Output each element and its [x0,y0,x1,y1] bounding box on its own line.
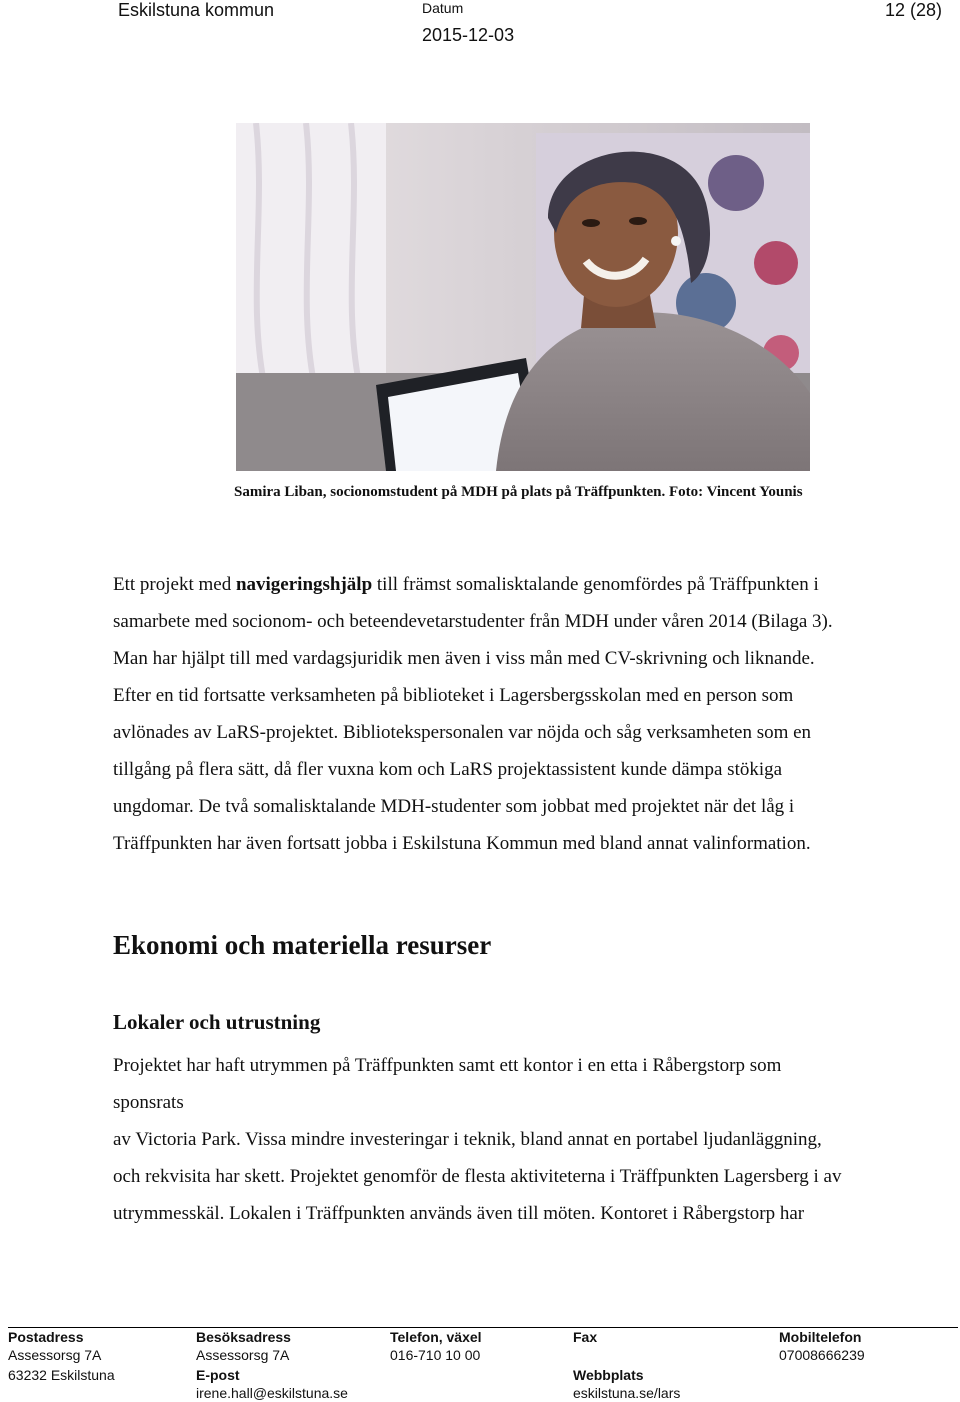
paragraph-line: Träffpunkten har även fortsatt jobba i Eskilstuna Kommun med bland annat valinformation. [113,833,811,854]
footer-phone [390,1328,482,1364]
footer-label: Mobiltelefon [779,1329,862,1345]
subsection-heading: Lokaler och utrustning [113,1010,321,1034]
paragraph-line: tillgång på flera sätt, då fler vuxna kom och LaRS projektassistent kunde dämpa stökiga [113,759,783,780]
footer-label: E-post [196,1367,240,1383]
page-number: 12 (28) [884,0,942,20]
footer-label: Fax [573,1329,598,1345]
footer-postal-address [8,1328,115,1384]
footer-email[interactable]: irene.hall@eskilstuna.se [196,1385,348,1401]
paragraph-line: utrymmesskäl. Lokalen i Träffpunkten används även till möten. Kontoret i Råbergstorp har [113,1203,805,1224]
paragraph-line: samarbete med socionom- och beteendevetarstudenter från MDH under våren 2014 (Bilaga 3). [113,611,833,632]
organization-name: Eskilstuna kommun [118,0,275,20]
paragraph-line: Projektet har haft utrymmen på Träffpunkten samt ett kontor i en etta i Råbergstorp som [113,1055,782,1076]
footer-label: Webbplats [573,1367,644,1383]
emphasis-text: navigeringshjälp [235,574,373,595]
paragraph-line [113,566,953,603]
footer-value: Assessorsg 7A [8,1347,102,1363]
document-date: 2015-12-03 [422,25,515,45]
footer-website[interactable]: eskilstuna.se/lars [573,1385,681,1401]
footer-mobile [779,1328,865,1364]
paragraph-line: ungdomar. De två somalisktalande MDH-studenter som jobbat med projektet när det låg i [113,796,795,817]
paragraph-line: avlönades av LaRS-projektet. Bibliotekspersonalen var nöjda och såg verksamheten som en [113,722,812,743]
footer-value: 016-710 10 00 [390,1347,481,1363]
portrait-photo [236,123,810,471]
paragraph-line: Man har hjälpt till med vardagsjuridik men även i viss mån med CV-skrivning och liknande. [113,648,815,669]
footer-label: Telefon, växel [390,1329,482,1345]
section-heading: Ekonomi och materiella resurser [113,930,492,960]
photo-caption: Samira Liban, socionomstudent på MDH på plats på Träffpunkten. Foto: Vincent Younis [234,484,803,500]
paragraph-line: och rekvisita har skett. Projektet genomför de flesta aktiviteterna i Träffpunkten Lagersberg i av [113,1166,842,1187]
footer-value: Assessorsg 7A [196,1347,290,1363]
footer-value: 63232 Eskilstuna [8,1367,115,1383]
body-paragraph-navigation [113,566,953,862]
footer-label: Postadress [8,1329,84,1345]
footer-value: 07008666239 [779,1347,865,1363]
footer-fax-web [573,1328,680,1402]
date-label: Datum [422,0,464,16]
footer-label: Besöksadress [196,1329,291,1345]
paragraph-line: av Victoria Park. Vissa mindre investeringar i teknik, bland annat en portabel ljudanläggning, [113,1129,822,1150]
paragraph-line: Efter en tid fortsatte verksamheten på biblioteket i Lagersbergsskolan med en person som [113,685,794,706]
line-text: till främst somalisktalande genomfördes på Träffpunkten i [372,574,819,595]
footer-visiting-address [196,1328,348,1402]
paragraph-line: sponsrats [113,1092,184,1113]
line-text: Ett projekt med [113,574,236,595]
body-paragraph-premises [113,1047,953,1232]
